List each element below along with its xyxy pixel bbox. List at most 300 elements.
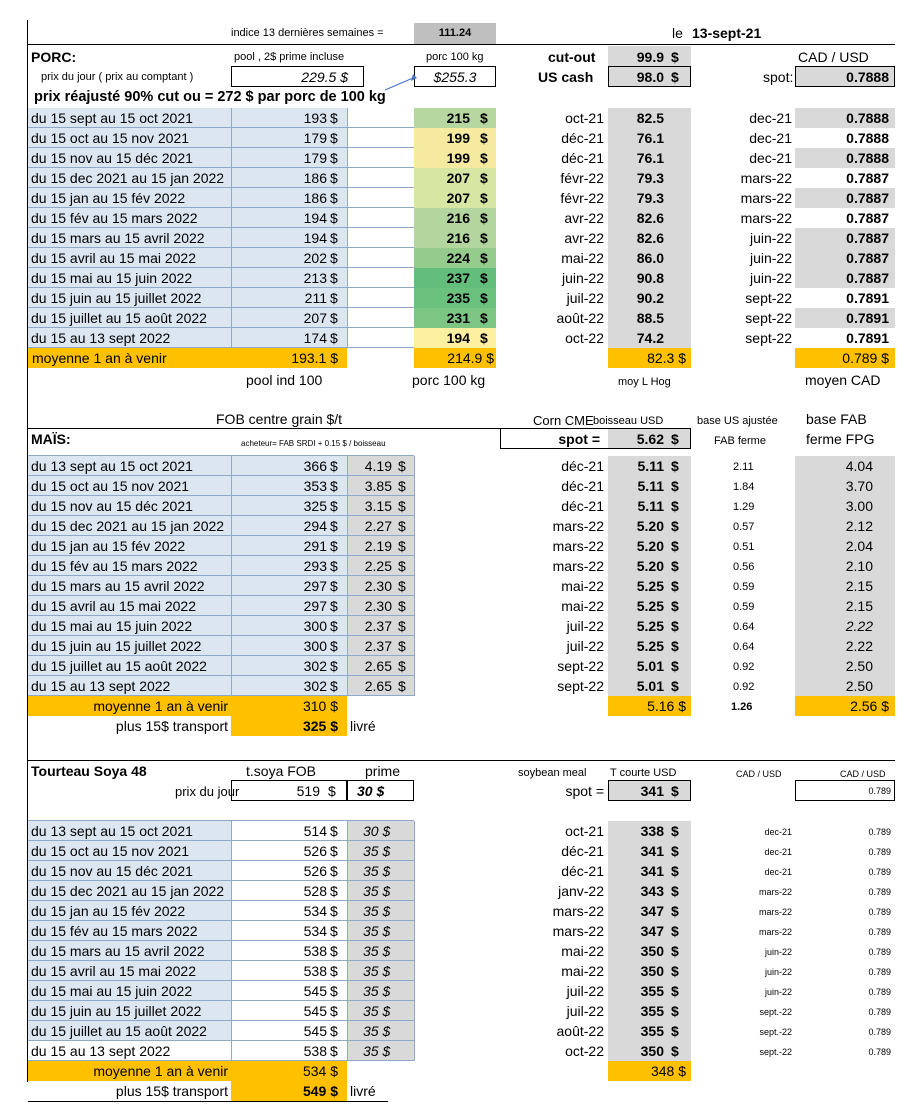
soya-month: oct-22 [565, 1043, 604, 1059]
mais-avg-base: 1.26 [731, 701, 753, 713]
mais-month: mai-22 [561, 578, 604, 594]
mais-month: mars-22 [552, 538, 604, 554]
porc-period: du 15 juin au 15 juillet 2022 [31, 290, 202, 306]
porc100-value: $255.3 [433, 69, 477, 85]
mais-tonne-dollar: $ [330, 458, 338, 474]
soya-fx-month: sept.-22 [759, 1007, 792, 1017]
porc-avg-hog: 82.3 $ [647, 350, 686, 366]
mais-tonne-dollar: $ [330, 598, 338, 614]
porc-100kg-dollar: $ [480, 130, 488, 146]
porc-100kg: 224 [446, 250, 470, 266]
mais-month: mars-22 [552, 518, 604, 534]
soya-transport-label: plus 15$ transport [115, 1083, 228, 1099]
date-value: 13-sept-21 [692, 25, 762, 41]
soya-tonne-dollar: $ [330, 843, 338, 859]
soya-prime-value: 30 $ [357, 783, 385, 799]
mais-bushel: 2.65 [364, 658, 392, 674]
mais-tonne-dollar: $ [330, 558, 338, 574]
soya-usd: 343 [640, 883, 664, 899]
soya-usd-dollar: $ [671, 823, 679, 839]
mais-transport-label: plus 15$ transport [115, 718, 228, 734]
porc-period: du 15 mai au 15 juin 2022 [31, 270, 193, 286]
mais-base: 0.56 [733, 561, 755, 573]
mais-cme: 5.25 [636, 638, 664, 654]
mais-tonne: 325 [303, 498, 327, 514]
mais-base: 0.92 [733, 661, 755, 673]
soya-usd: 341 [640, 863, 664, 879]
mais-month: mai-22 [561, 598, 604, 614]
soya-tonne: 538 [303, 943, 327, 959]
porc-pool-dollar: $ [330, 130, 338, 146]
soya-tonne-dollar: $ [330, 983, 338, 999]
porc-pool-dollar: $ [330, 110, 338, 126]
top-border [28, 44, 895, 45]
mais-base: 1.29 [733, 501, 755, 513]
porc-100kg-dollar: $ [480, 290, 488, 306]
soya-spot-label: spot = [565, 783, 604, 799]
mais-period: du 15 mars au 15 avril 2022 [31, 578, 205, 594]
soya-prime: 35 $ [363, 1023, 391, 1039]
soya-usd: 355 [640, 983, 664, 999]
spreadsheet [27, 20, 895, 1099]
porc-month: juin-22 [561, 270, 604, 286]
porc-100kg: 207 [446, 170, 470, 186]
mais-cme-dollar: $ [671, 678, 679, 694]
porc-100kg-dollar: $ [480, 110, 488, 126]
corn-spot-label: spot = [558, 431, 600, 447]
porc-period: du 15 mars au 15 avril 2022 [31, 230, 205, 246]
mais-fab: 3.00 [845, 498, 873, 514]
soya-tonne: 534 [303, 923, 327, 939]
soya-tonne-dollar: $ [330, 1023, 338, 1039]
porc-pool-dollar: $ [330, 250, 338, 266]
soya-grid-v1 [231, 821, 232, 1061]
soya-prime: 35 $ [363, 1043, 391, 1059]
mais-period: du 15 nov au 15 déc 2021 [31, 498, 193, 514]
mais-base: 0.92 [733, 681, 755, 693]
soya-usd: 350 [640, 963, 664, 979]
mais-tonne-dollar: $ [330, 518, 338, 534]
soya-tonne: 538 [303, 1043, 327, 1059]
mais-tonne: 366 [303, 458, 327, 474]
soya-tonne-dollar: $ [330, 863, 338, 879]
mais-bushel-dollar: $ [398, 618, 406, 634]
fob-label: FOB centre grain $/t [216, 411, 343, 427]
porc-fx-month: mars-22 [740, 210, 792, 226]
porc-month: oct-21 [565, 110, 604, 126]
porc-100kg: 207 [446, 190, 470, 206]
soya-avg-label: moyenne 1 an à venir [93, 1063, 228, 1079]
porc-period: du 15 dec 2021 au 15 jan 2022 [31, 170, 225, 186]
soya-usd-dollar: $ [671, 923, 679, 939]
mais-month: sept-22 [557, 678, 604, 694]
mais-tonne: 302 [303, 678, 327, 694]
porc-hog: 76.1 [636, 150, 664, 166]
mais-tonne: 297 [303, 598, 327, 614]
bushel-label: boisseau USD [593, 415, 664, 427]
porc-hog: 82.5 [636, 110, 664, 126]
soya-livre: livré [350, 1083, 376, 1099]
mais-fab: 2.22 [845, 638, 873, 654]
mais-cme-dollar: $ [671, 538, 679, 554]
mais-base: 0.59 [733, 581, 755, 593]
soya-fx-month: dec-21 [764, 867, 792, 877]
soya-period: du 15 au 13 sept 2022 [31, 1043, 171, 1059]
soya-usd: 338 [640, 823, 664, 839]
mais-fab: 2.50 [845, 678, 873, 694]
mais-bushel-dollar: $ [398, 578, 406, 594]
porc-fx: 0.7891 [846, 310, 889, 326]
porc-pool: 186 [303, 190, 327, 206]
soya-fx-month: mars-22 [758, 887, 792, 897]
soya-period: du 15 juillet au 15 août 2022 [31, 1023, 207, 1039]
soya-period: du 15 mai au 15 juin 2022 [31, 983, 193, 999]
porc-100kg: 199 [446, 130, 470, 146]
porc-fx-month: mars-22 [740, 170, 792, 186]
reajuste-text: prix réajusté 90% cut ou = 272 $ par porc de 100 kg [34, 89, 386, 105]
porc-100kg-dollar: $ [480, 190, 488, 206]
porc-fx: 0.7891 [846, 330, 889, 346]
soya-month: mai-22 [561, 963, 604, 979]
soya-period: du 15 dec 2021 au 15 jan 2022 [31, 883, 225, 899]
porc-pool-dollar: $ [330, 270, 338, 286]
mais-tonne-dollar: $ [330, 578, 338, 594]
soya-top-border [28, 760, 895, 761]
mais-transport-value: 325 $ [302, 718, 338, 734]
mais-bushel: 2.27 [364, 518, 392, 534]
porc-fx: 0.7887 [846, 190, 889, 206]
soya-tonne-dollar: $ [330, 963, 338, 979]
soya-fx-month: mars-22 [758, 927, 792, 937]
mais-livre: livré [350, 718, 376, 734]
mais-title: MAÏS: [31, 431, 71, 447]
porc-100kg-dollar: $ [480, 270, 488, 286]
porc-hog: 90.2 [636, 290, 664, 306]
mais-cme: 5.11 [637, 498, 664, 514]
prix-jour-value: 229.5 $ [301, 69, 348, 85]
mais-month: sept-22 [557, 658, 604, 674]
mais-cme: 5.11 [637, 478, 664, 494]
porc-avg-fx: 0.789 $ [842, 350, 889, 366]
mais-tonne-dollar: $ [330, 658, 338, 674]
foot-hog: moy L Hog [618, 376, 671, 388]
soya-prime: 35 $ [363, 963, 391, 979]
soya-tonne: 526 [303, 843, 327, 859]
mais-bushel: 2.25 [364, 558, 392, 574]
soya-fx: 0.789 [868, 1007, 891, 1017]
mais-fab: 4.04 [845, 458, 873, 474]
soya-fx-month: sept.-22 [759, 1047, 792, 1057]
mais-tonne: 291 [303, 538, 327, 554]
arrow-icon [383, 72, 419, 92]
soya-period: du 15 nov au 15 déc 2021 [31, 863, 193, 879]
porc-month: avr-22 [564, 230, 604, 246]
porc-pool: 207 [303, 310, 327, 326]
porc-month: déc-21 [561, 150, 604, 166]
porc-period: du 15 juillet au 15 août 2022 [31, 310, 207, 326]
soya-usd: 350 [640, 943, 664, 959]
soya-period: du 15 mars au 15 avril 2022 [31, 943, 205, 959]
soya-tonne-dollar: $ [330, 883, 338, 899]
mais-fab: 2.15 [845, 578, 873, 594]
mais-cme: 5.25 [636, 598, 664, 614]
soya-usd: 350 [640, 1043, 664, 1059]
mais-tonne: 353 [303, 478, 327, 494]
soya-fx-month: juin-22 [764, 967, 792, 977]
mais-bushel: 4.19 [364, 458, 392, 474]
porc-table-grid-v [231, 108, 232, 348]
porc-fx-month: sept-22 [745, 290, 792, 306]
porc-period: du 15 sept au 15 oct 2021 [31, 110, 193, 126]
soya-usd-dollar: $ [671, 1043, 679, 1059]
soya-spot-dollar: $ [671, 783, 679, 799]
mais-cme-dollar: $ [671, 658, 679, 674]
mais-top-border [28, 428, 503, 429]
corn-spot-value: 5.62 [636, 431, 664, 447]
soya-prime: 30 $ [363, 823, 391, 839]
porc-period: du 15 au 13 sept 2022 [31, 330, 171, 346]
porc-fx-month: juin-22 [749, 230, 792, 246]
soya-tonne: 528 [303, 883, 327, 899]
soya-tonne: 538 [303, 963, 327, 979]
mais-cme: 5.20 [636, 558, 664, 574]
soya-prime: 35 $ [363, 863, 391, 879]
mais-tonne-dollar: $ [330, 678, 338, 694]
cutout-value: 99.9 [636, 49, 664, 65]
soya-tonne-dollar: $ [330, 1003, 338, 1019]
mais-avg-cme: 5.16 $ [647, 698, 686, 714]
soya-fx: 0.789 [868, 927, 891, 937]
soya-period: du 15 oct au 15 nov 2021 [31, 843, 190, 859]
soya-fx: 0.789 [868, 947, 891, 957]
porc-month: juil-22 [566, 290, 604, 306]
soya-transport-value: 549 $ [302, 1083, 338, 1099]
mais-fab: 3.70 [845, 478, 873, 494]
soya-month: janv-22 [558, 883, 604, 899]
porc-100kg: 199 [446, 150, 470, 166]
meal-label: soybean meal [518, 767, 587, 779]
soya-fob-label: t.soya FOB [246, 763, 317, 779]
soya-avg-t: 534 $ [302, 1063, 338, 1079]
porc-hog: 76.1 [636, 130, 664, 146]
mais-month: déc-21 [561, 458, 604, 474]
porc-pool: 186 [303, 170, 327, 186]
porc-fx-month: juin-22 [749, 270, 792, 286]
porc-period: du 15 jan au 15 fév 2022 [31, 190, 186, 206]
porc-fx: 0.7887 [846, 170, 889, 186]
porc-pool-dollar: $ [330, 190, 338, 206]
soya-prime: 35 $ [363, 1003, 391, 1019]
cad-usd-label: CAD / USD [798, 49, 869, 65]
mais-cme: 5.20 [636, 518, 664, 534]
cadusd-label-2: CAD / USD [840, 769, 886, 779]
soya-prime: 35 $ [363, 843, 391, 859]
pool-label: pool , 2$ prime incluse [234, 51, 345, 63]
mais-bushel-dollar: $ [398, 638, 406, 654]
mais-tonne: 293 [303, 558, 327, 574]
soya-usd-dollar: $ [671, 843, 679, 859]
soya-tonne-dollar: $ [330, 823, 338, 839]
soya-usd: 355 [640, 1003, 664, 1019]
soya-avg-usd: 348 $ [650, 1063, 686, 1079]
soya-title: Tourteau Soya 48 [31, 763, 147, 779]
soya-tonne: 545 [303, 983, 327, 999]
soya-fx-month: juin-22 [764, 947, 792, 957]
soya-fx: 0.789 [868, 847, 891, 857]
mais-cme-dollar: $ [671, 638, 679, 654]
mais-base: 2.11 [733, 461, 754, 473]
soya-usd-dollar: $ [671, 863, 679, 879]
mais-avg-t: 310 $ [302, 698, 338, 714]
soya-usd: 341 [640, 843, 664, 859]
porc-pool: 193 [303, 110, 327, 126]
porc-pool-dollar: $ [330, 230, 338, 246]
porc-hog: 90.8 [636, 270, 664, 286]
soya-fx-month: sept.-22 [759, 1027, 792, 1037]
soya-month: juil-22 [566, 1003, 604, 1019]
porc-avg-label: moyenne 1 an à venir [32, 350, 167, 366]
mais-grid-v2 [347, 456, 348, 696]
soya-tonne-dollar: $ [330, 943, 338, 959]
soya-fx-month: juin-22 [764, 987, 792, 997]
porc-pool-dollar: $ [330, 170, 338, 186]
soya-fx: 0.789 [868, 867, 891, 877]
porc-avg-porc: 214.9 $ [447, 350, 494, 366]
soya-period: du 15 jan au 15 fév 2022 [31, 903, 186, 919]
mais-tonne-dollar: $ [330, 618, 338, 634]
mais-cme-dollar: $ [671, 558, 679, 574]
soya-fx: 0.789 [868, 907, 891, 917]
soya-usd-dollar: $ [671, 883, 679, 899]
mais-cme: 5.01 [636, 658, 664, 674]
soya-fx: 0.789 [868, 1027, 891, 1037]
buyer-note: acheteur= FAB SRDI + 0.15 $ / boisseau [241, 439, 386, 448]
mais-period: du 13 sept au 15 oct 2021 [31, 458, 193, 474]
porc-fx-month: dec-21 [749, 110, 792, 126]
soya-period: du 13 sept au 15 oct 2021 [31, 823, 193, 839]
mais-period: du 15 avril au 15 mai 2022 [31, 598, 196, 614]
cash-label: US cash [538, 69, 594, 85]
porc-title: PORC: [31, 49, 77, 65]
soya-usd-dollar: $ [671, 1003, 679, 1019]
mais-avg-label: moyenne 1 an à venir [93, 698, 228, 714]
soya-fx: 0.789 [868, 987, 891, 997]
mais-tonne: 300 [303, 618, 327, 634]
mais-base: 0.59 [733, 601, 755, 613]
soya-prime: 35 $ [363, 943, 391, 959]
indice-value: 111.24 [438, 27, 472, 39]
mais-tonne: 297 [303, 578, 327, 594]
mais-bushel-dollar: $ [398, 658, 406, 674]
soya-tonne-dollar: $ [330, 923, 338, 939]
soya-month: mai-22 [561, 943, 604, 959]
mais-fab: 2.15 [845, 598, 873, 614]
porc-hog: 86.0 [636, 250, 664, 266]
porc-100kg: 237 [446, 270, 470, 286]
soya-spot-fx: 0.789 [868, 786, 891, 796]
porc-pool-dollar: $ [330, 210, 338, 226]
foot-fx: moyen CAD [805, 372, 881, 388]
mais-bushel-dollar: $ [398, 598, 406, 614]
mais-cme-dollar: $ [671, 518, 679, 534]
mais-month: juil-22 [566, 638, 604, 654]
mais-bushel: 3.15 [364, 498, 392, 514]
mais-bushel: 2.65 [364, 678, 392, 694]
cutout-dollar: $ [671, 49, 679, 65]
soya-period: du 15 fév au 15 mars 2022 [31, 923, 198, 939]
mais-tonne-dollar: $ [330, 478, 338, 494]
mais-month: mars-22 [552, 558, 604, 574]
porc-pool-dollar: $ [330, 330, 338, 346]
soya-month: déc-21 [561, 863, 604, 879]
mais-cme-dollar: $ [671, 598, 679, 614]
soya-usd-dollar: $ [671, 983, 679, 999]
soya-month: août-22 [556, 1023, 604, 1039]
mais-period: du 15 juin au 15 juillet 2022 [31, 638, 202, 654]
soya-header-line [28, 820, 414, 821]
porc-pool: 213 [303, 270, 327, 286]
bottom-border [28, 1101, 388, 1102]
porc-month: avr-22 [564, 210, 604, 226]
mais-period: du 15 juillet au 15 août 2022 [31, 658, 207, 674]
mais-bushel: 2.30 [364, 578, 392, 594]
soya-grid-v3 [414, 821, 415, 1061]
porc-hog: 79.3 [636, 190, 664, 206]
porc-100kg: 216 [446, 210, 470, 226]
soya-usd-dollar: $ [671, 943, 679, 959]
porc-100kg: 194 [446, 330, 470, 346]
porc-period: du 15 nov au 15 déc 2021 [31, 150, 193, 166]
base-us-label: base US ajustée [697, 415, 778, 427]
soya-month: mars-22 [552, 903, 604, 919]
porc-fx: 0.7887 [846, 210, 889, 226]
soya-tonne: 545 [303, 1023, 327, 1039]
porc-fx: 0.7887 [846, 270, 889, 286]
mais-month: déc-21 [561, 478, 604, 494]
mais-bushel-dollar: $ [398, 678, 406, 694]
mais-base: 1.84 [733, 481, 755, 493]
mais-bushel-dollar: $ [398, 458, 406, 474]
porc-pool-dollar: $ [330, 150, 338, 166]
mais-cme-dollar: $ [671, 578, 679, 594]
mais-cme-dollar: $ [671, 618, 679, 634]
soya-tonne-dollar: $ [330, 903, 338, 919]
porc-fx-month: juin-22 [749, 250, 792, 266]
porc-pool-dollar: $ [330, 310, 338, 326]
soya-fx-month: dec-21 [764, 827, 792, 837]
soya-period: du 15 juin au 15 juillet 2022 [31, 1003, 202, 1019]
porc-pool: 194 [303, 210, 327, 226]
porc-100kg-dollar: $ [480, 150, 488, 166]
indice-label: indice 13 dernières semaines = [231, 27, 384, 39]
mais-header-line [28, 455, 414, 456]
soya-prime: 35 $ [363, 883, 391, 899]
porc-100kg-dollar: $ [480, 210, 488, 226]
soya-usd-dollar: $ [671, 903, 679, 919]
corn-spot-dollar: $ [671, 431, 679, 447]
foot-porc: porc 100 kg [412, 372, 486, 388]
mais-period: du 15 oct au 15 nov 2021 [31, 478, 190, 494]
mais-bushel: 2.37 [364, 618, 392, 634]
cash-dollar: $ [671, 69, 679, 85]
soya-prix-value: 519 [296, 783, 320, 799]
soya-tonne: 514 [303, 823, 327, 839]
mais-cme: 5.25 [636, 618, 664, 634]
soya-prime: 35 $ [363, 903, 391, 919]
soya-tonne: 534 [303, 903, 327, 919]
porc-pool: 194 [303, 230, 327, 246]
soya-fx: 0.789 [868, 967, 891, 977]
